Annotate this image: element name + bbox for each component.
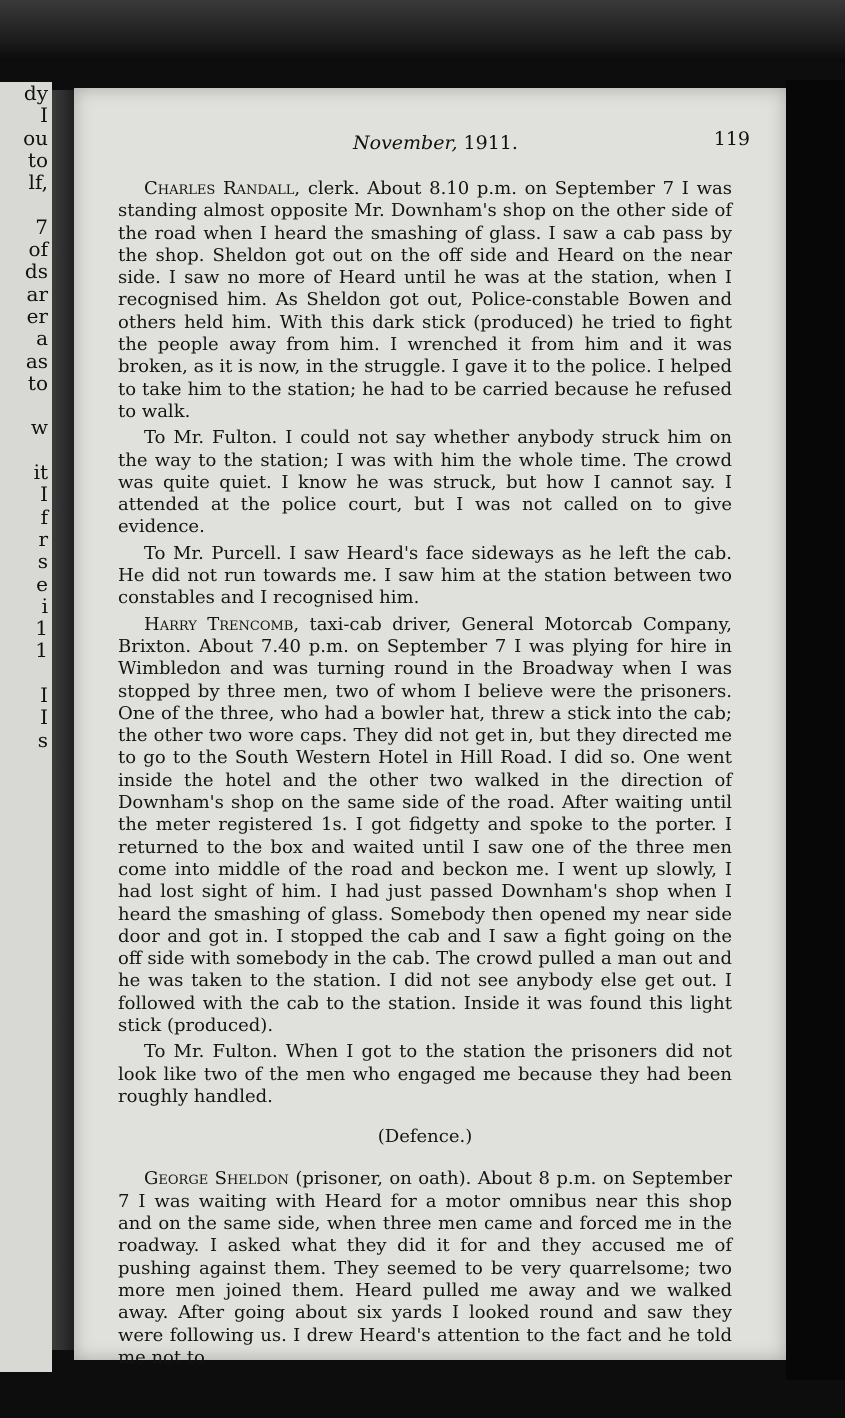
- left-page-fragment: 1: [35, 616, 48, 641]
- left-page-fragment: [0, 1041, 52, 1063]
- left-page-fragment: [0, 818, 52, 840]
- left-page-fragment: 7: [35, 214, 48, 239]
- book-page: [74, 88, 786, 1368]
- left-page-fragment: f: [40, 504, 48, 529]
- left-page-fragment: [0, 751, 52, 773]
- left-page-fragment: e: [36, 571, 48, 596]
- left-page-fragment: [0, 885, 52, 907]
- left-page-fragment: [0, 394, 52, 416]
- left-page-edge: [0, 82, 52, 1372]
- left-page-fragment: [0, 952, 52, 974]
- left-page-fragment: [0, 862, 52, 884]
- left-page-fragment: a: [36, 326, 48, 351]
- left-page-fragment: [0, 1197, 52, 1219]
- left-page-fragment: [0, 1175, 52, 1197]
- left-page-fragment: to: [27, 370, 48, 395]
- left-page-fragment: to: [27, 147, 48, 172]
- paragraph-fulton-1: To Mr. Fulton. I could not say whether anybody struck him on the way to the station; I was with him the whole time. The crowd was quite quiet. I know he was struck, but how I cannot say. I attended at the police court, but I was not called on to give evidence.: [118, 427, 732, 538]
- left-page-fragment: s: [37, 549, 48, 574]
- left-page-fragment: [0, 439, 52, 461]
- left-page-fragment: I: [40, 482, 48, 507]
- paragraph-fulton-2: To Mr. Fulton. When I got to the station the prisoners did not look like two of the men who engaged me because they had been roughly handled.: [118, 1041, 732, 1107]
- left-page-fragment: [0, 1063, 52, 1085]
- running-head: November, 1911.: [353, 132, 518, 154]
- left-page-fragment: [0, 1085, 52, 1107]
- left-page-fragment: [0, 773, 52, 795]
- left-page-fragment: [0, 974, 52, 996]
- left-page-fragment: [0, 1152, 52, 1174]
- left-page-fragment: I: [40, 103, 48, 128]
- left-page-fragment: r: [38, 526, 48, 551]
- left-page-fragment: i: [41, 593, 48, 618]
- paragraph-sheldon: George Sheldon (prisoner, on oath). About 8 p.m. on September 7 I was waiting with Heard for a motor omnibus near this shop and on the same side, when three men came and forced me in the roadway. I asked what they did it for and they accused me of pushing against them. They seemed to be very quarrelsome; two more men joined them. Heard pulled me away and we walked away. After going about six yards I looked round and saw they were following us. I drew Heard's attention to the fact and he told me not to: [118, 1168, 732, 1368]
- paragraph-randall: Charles Randall, clerk. About 8.10 p.m. on September 7 I was standing almost opposite Mr. Downham's shop on the other side of the road when I heard the smashing of glass. I saw a cab pass by the shop. Sheldon got out on the off side and Heard on the near side. I saw no more of Heard until he was at the station, when I recognised him. As Sheldon got out, Police-constable Bowen and others held him. With this dark stick (produced) he tried to fight the people away from him. I wrenched it from him and it was broken, as it is now, in the struggle. I gave it to the police. I helped to take him to the station; he had to be carried because he refused to walk.: [118, 178, 732, 422]
- page-body: [118, 178, 732, 1373]
- left-page-fragment: w: [30, 415, 48, 440]
- background-right: [786, 80, 845, 1380]
- left-page-fragment: [0, 907, 52, 929]
- left-page-fragment: it: [33, 460, 48, 485]
- left-page-fragment: ou: [23, 125, 48, 150]
- left-page-fragment: [0, 796, 52, 818]
- left-page-fragment: 1: [35, 638, 48, 663]
- section-heading: (Defence.): [377, 1126, 473, 1148]
- left-page-fragment: [0, 662, 52, 684]
- background-top: [0, 0, 845, 62]
- left-page-fragment: [0, 929, 52, 951]
- left-page-fragment: dy: [23, 82, 48, 105]
- left-page-fragment: [0, 1018, 52, 1040]
- left-page-fragment: [0, 1108, 52, 1130]
- left-page-fragment: [0, 996, 52, 1018]
- left-page-fragment: [0, 193, 52, 215]
- page-header: [118, 128, 768, 156]
- page-number: 119: [713, 128, 750, 150]
- left-page-fragment: of: [28, 237, 48, 262]
- left-page-fragment: [0, 840, 52, 862]
- paragraph-purcell: To Mr. Purcell. I saw Heard's face sideways as he left the cab. He did not run towards me. I saw him at the station between two constables and I recognised him.: [118, 542, 732, 609]
- left-page-fragment: I: [40, 683, 48, 708]
- left-page-fragment: I: [40, 705, 48, 730]
- left-page-fragment: s: [37, 727, 48, 752]
- left-page-fragment: lf,: [28, 170, 48, 195]
- left-page-fragment: ar: [26, 281, 48, 306]
- left-page-fragment: er: [26, 303, 48, 328]
- left-page-fragment: ds: [24, 259, 48, 284]
- left-page-fragment: as: [25, 348, 48, 373]
- left-page-fragment: [0, 1130, 52, 1152]
- paragraph-trencomb: Harry Trencomb, taxi-cab driver, General Motorcab Company, Brixton. About 7.40 p.m. on September 7 I was plying for hire in Wimbledon and was turning round in the Broadway when I was stopped by three men, two of whom I believe were the prisoners. One of the three, who had a bowler hat, threw a stick into the cab; the other two wore caps. They did not get in, but they directed me to go to the South Western Hotel in Hill Road. I did so. One went inside the hotel and the other two walked in the direction of Downham's shop on the same side of the road. After waiting until the meter registered 1s. I got fidgetty and spoke to the porter. I returned to the box and waited until I saw one of the three men come into middle of the road and beckon me. I went up slowly, I had lost sight of him. I had just passed Downham's shop when I heard the smashing of glass. Somebody then opened my near side door and got in. I stopped the cab and I saw a fight going on the off side with somebody in the cab. The crowd pulled a man out and he was taken to the station. I did not see anybody else get out. I followed with the cab to the station. Inside it was found this light stick (produced).: [118, 613, 732, 1036]
